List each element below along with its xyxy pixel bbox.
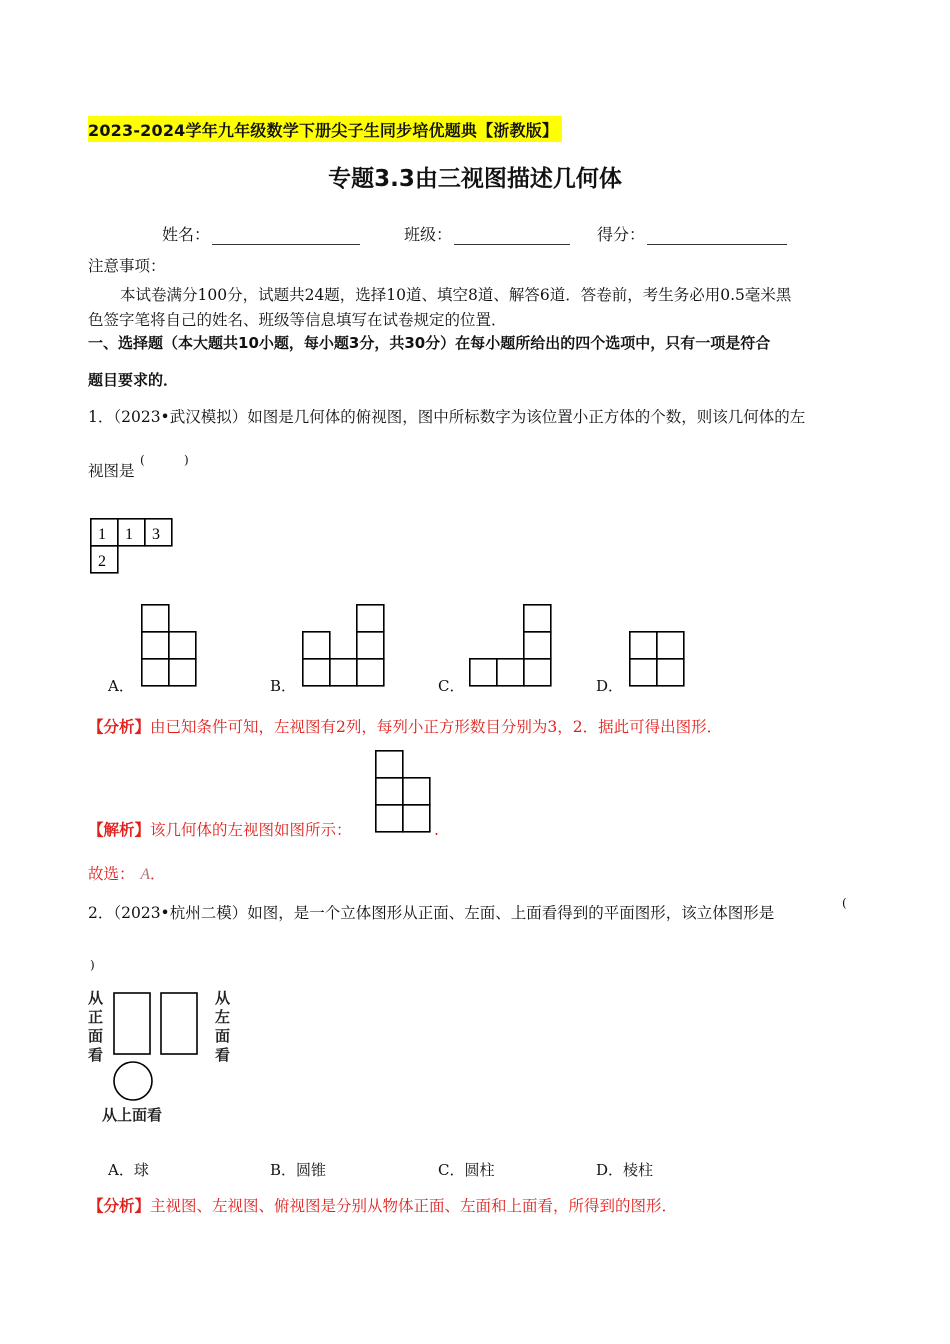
q2-left-view-label-char: 从 (215, 989, 231, 1007)
q1-option-c-label[interactable]: C． (438, 677, 465, 695)
left-view-rectangle (161, 993, 197, 1054)
q2-left-view-label-char: 看 (215, 1046, 231, 1064)
cube-square (657, 659, 684, 686)
cube-square (403, 805, 430, 832)
cube-square (357, 632, 384, 659)
q1-option-a-label[interactable]: A． (108, 677, 134, 695)
name-blank[interactable] (212, 228, 360, 245)
top-view-circle (114, 1062, 152, 1100)
q2-option-d[interactable]: D．棱柱 (596, 1161, 654, 1179)
q2-front-view-label (88, 989, 104, 1065)
q1-option-c-diagram[interactable] (469, 604, 551, 687)
cube-square (303, 659, 330, 686)
q1-stem-line-1: 1．（2023•武汉模拟）如图是几何体的俯视图，图中所标数字为该位置小正方体的个数，则该几何体的左 (88, 408, 806, 426)
cube-square (142, 605, 169, 632)
q2-option-a[interactable]: A．球 (108, 1161, 149, 1179)
q2-analysis (88, 1195, 677, 1217)
q2-analysis-tag: 【分析】 (88, 1197, 151, 1215)
q2-analysis-text: 主视图、左视图、俯视图是分别从物体正面、左面和上面看，所得到的图形． (150, 1197, 678, 1215)
q1-answer-label: 故选： (88, 865, 135, 883)
q1-answer-end: ． (149, 865, 166, 883)
front-view-rectangle (114, 993, 150, 1054)
q1-answer (88, 863, 166, 886)
q2-front-view-label-char: 正 (88, 1008, 104, 1026)
cube-square (330, 659, 357, 686)
q2-top-view-label: 从上面看 (102, 1106, 163, 1124)
q2-left-view-label (215, 989, 231, 1065)
q1-paren-close: ) (184, 453, 189, 467)
q1-solution-tag: 【解析】 (88, 821, 151, 839)
top-view-number: 1 (98, 526, 106, 543)
series-banner: 2023-2024学年九年级数学下册尖子生同步培优题典【浙教版】 (88, 116, 562, 142)
q2-left-view-rect (160, 992, 200, 1056)
top-view-number: 1 (125, 526, 133, 543)
notice-line-2: 色签字笔将自己的姓名、班级等信息填写在试卷规定的位置． (88, 311, 507, 329)
name-field (162, 222, 360, 245)
cube-square (524, 632, 551, 659)
cube-square (169, 659, 196, 686)
score-label: 得分： (597, 225, 646, 244)
q1-solution-end: . (434, 821, 439, 839)
q1-solution-text: 该几何体的左视图如图所示： (150, 821, 352, 839)
class-field (404, 222, 570, 245)
notice-heading: 注意事项： (88, 257, 166, 275)
q1-top-view-diagram (90, 518, 172, 574)
cube-square (357, 605, 384, 632)
cube-square (303, 632, 330, 659)
q2-paren-close: ) (90, 958, 95, 972)
q2-option-b[interactable]: B．圆锥 (270, 1161, 327, 1179)
q2-left-view-label-char: 面 (215, 1027, 231, 1045)
top-view-number: 2 (98, 553, 106, 570)
top-view-number: 3 (152, 526, 160, 543)
cube-square (169, 632, 196, 659)
cube-square (524, 605, 551, 632)
cube-square (524, 659, 551, 686)
q2-paren-open: ( (842, 896, 847, 910)
q2-front-view-label-char: 面 (88, 1027, 104, 1045)
section-1-line-2: 题目要求的． (88, 371, 179, 389)
q1-analysis (88, 716, 722, 738)
cube-square (142, 659, 169, 686)
q1-stem-line-2: 视图是 (88, 462, 135, 480)
q2-left-view-label-char: 左 (215, 1008, 231, 1026)
q1-solution-diagram (375, 750, 431, 833)
cube-square (376, 778, 403, 805)
cube-square (657, 632, 684, 659)
q1-paren-open: ( (140, 453, 145, 467)
cube-square (630, 632, 657, 659)
score-blank[interactable] (647, 228, 787, 245)
cube-square (142, 632, 169, 659)
cube-square (403, 778, 430, 805)
q1-answer-value: A (140, 866, 150, 883)
q2-front-view-label-char: 从 (88, 989, 104, 1007)
q1-solution (88, 819, 352, 841)
q1-analysis-text: 由已知条件可知，左视图有2列，每列小正方形数目分别为3，2．据此可得出图形． (150, 718, 723, 736)
q2-front-view-rect (113, 992, 153, 1056)
cube-square (376, 751, 403, 778)
cube-square (357, 659, 384, 686)
page-title: 专题3.3由三视图描述几何体 (328, 166, 622, 192)
cube-square (470, 659, 497, 686)
q2-top-view-circle (112, 1061, 158, 1103)
q1-option-d-diagram[interactable] (629, 631, 685, 687)
cube-square (497, 659, 524, 686)
class-blank[interactable] (454, 228, 570, 245)
cube-square (376, 805, 403, 832)
q1-analysis-tag: 【分析】 (88, 718, 151, 736)
q2-front-view-label-char: 看 (88, 1046, 104, 1064)
section-1-line-1: 一、选择题（本大题共10小题，每小题3分，共30分）在每小题所给出的四个选项中，只有一项是符合 (88, 334, 771, 352)
q1-option-a-diagram[interactable] (141, 604, 197, 687)
class-label: 班级： (404, 225, 453, 244)
q1-option-b-diagram[interactable] (302, 604, 384, 687)
score-field (597, 222, 787, 245)
notice-line-1: 本试卷满分100分，试题共24题，选择10道、填空8道、解答6道．答卷前，考生务必用0.5毫米黑 (120, 286, 792, 304)
q2-stem-line-1: 2．（2023•杭州二模）如图，是一个立体图形从正面、左面、上面看得到的平面图形，该立体图形是 (88, 904, 775, 922)
q1-option-b-label[interactable]: B． (270, 677, 297, 695)
q2-option-c[interactable]: C．圆柱 (438, 1161, 495, 1179)
q1-option-d-label[interactable]: D． (596, 677, 624, 695)
name-label: 姓名： (162, 225, 211, 244)
cube-square (630, 659, 657, 686)
